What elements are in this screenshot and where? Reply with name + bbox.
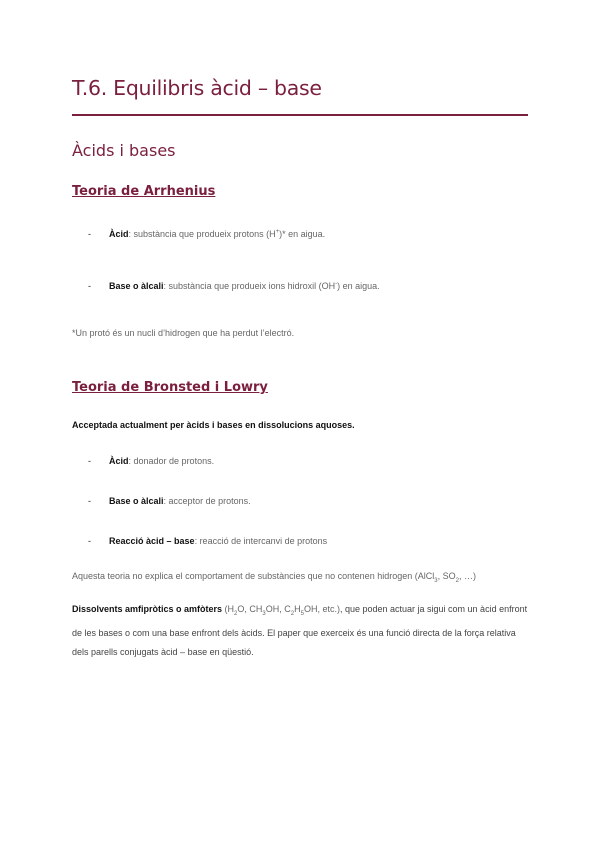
superscript: - xyxy=(335,281,338,287)
definition-tail: )* en aigua. xyxy=(279,229,326,239)
bullet-dash: - xyxy=(88,281,91,291)
definition: : reacció de intercanvi de protons xyxy=(194,536,328,546)
subscript: 5 xyxy=(300,610,304,617)
bullet-content xyxy=(109,496,251,506)
formula-text: OH, C xyxy=(265,604,291,614)
term: Àcid xyxy=(109,229,129,239)
definition-tail: ) en aigua. xyxy=(337,281,380,291)
arrhenius-heading: Teoria de Arrhenius xyxy=(72,184,216,199)
section-heading: Àcids i bases xyxy=(72,141,176,160)
bullet-content xyxy=(109,229,325,239)
subscript: 3 xyxy=(434,577,438,584)
formula-text: H xyxy=(294,604,301,614)
subscript: 3 xyxy=(262,610,266,617)
bullet-dash: - xyxy=(88,496,91,506)
bullet-content xyxy=(109,281,380,291)
definition: : donador de protons. xyxy=(128,456,215,466)
formula-text: (H xyxy=(222,604,235,614)
note-text: , …) xyxy=(458,571,476,581)
definition: : substància que produeix protons (H xyxy=(128,229,276,239)
subscript: 2 xyxy=(290,610,295,617)
formula-text: O, CH xyxy=(237,604,263,614)
amphiprotic-text: , que poden actuar ja sigui com un àcid enfront de les bases o com una base enfront dels àcids. El paper que exerceix és una funció directa de la força relativa dels parells conjugats àcid – base en qüestió. xyxy=(72,604,528,657)
subscript: 2 xyxy=(455,577,459,584)
bullet-content xyxy=(109,456,214,466)
amphiprotic-paragraph xyxy=(72,600,528,662)
formula-text: OH, etc.) xyxy=(303,604,340,614)
theory-limitation-note xyxy=(72,571,476,584)
document-title: T.6. Equilibris àcid – base xyxy=(72,76,322,100)
superscript: + xyxy=(275,229,280,235)
bullet-dash: - xyxy=(88,229,91,239)
definition: : acceptor de protons. xyxy=(163,496,251,506)
title-divider xyxy=(72,114,528,116)
document-page xyxy=(72,0,528,848)
footnote: *Un protó és un nucli d’hidrogen que ha perdut l’electró. xyxy=(72,328,295,338)
bullet-content xyxy=(109,536,327,546)
note-text: , SO xyxy=(437,571,456,581)
bullet-dash: - xyxy=(88,536,91,546)
term: Base o àlcali xyxy=(109,281,164,291)
note-text: Aquesta teoria no explica el comportament de substàncies que no contenen hidrogen (AlCl xyxy=(72,571,435,581)
bullet-dash: - xyxy=(88,456,91,466)
definition: : substància que produeix ions hidroxil (OH xyxy=(163,281,336,291)
term: Base o àlcali xyxy=(109,496,164,506)
term: Reacció àcid – base xyxy=(109,536,195,546)
bronsted-heading: Teoria de Bronsted i Lowry xyxy=(72,380,268,395)
term: Àcid xyxy=(109,456,129,466)
bronsted-intro: Acceptada actualment per àcids i bases en dissolucions aquoses. xyxy=(72,420,355,430)
subscript: 2 xyxy=(234,610,238,617)
amphiprotic-term: Dissolvents amfipròtics o amfòters xyxy=(72,604,223,614)
